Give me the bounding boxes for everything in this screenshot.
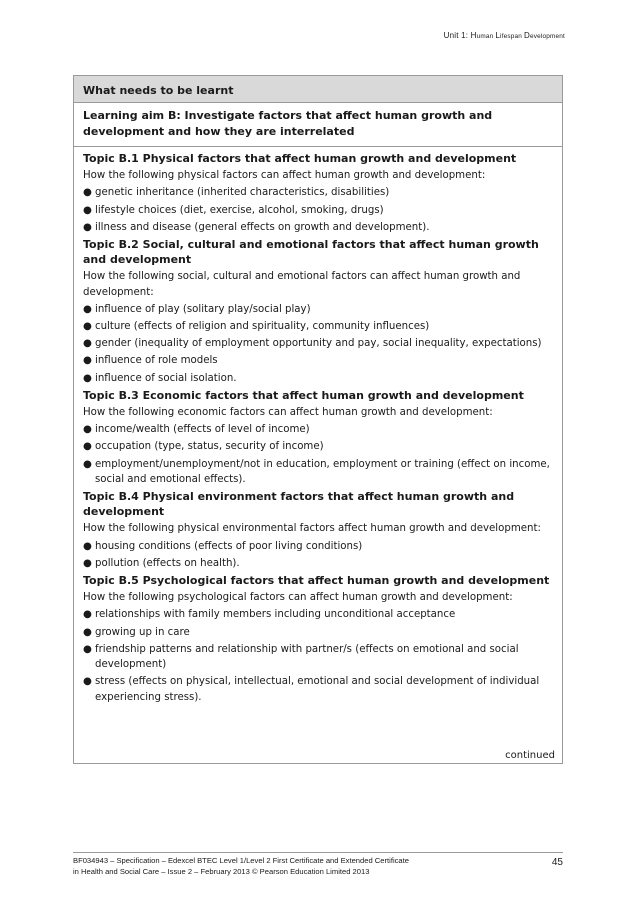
bullet-icon: ● [83,338,92,350]
topic-list [83,422,553,487]
list-item [83,203,553,218]
list-item [83,642,553,672]
list-item-text: occupation (type, status, security of income) [95,441,324,453]
list-item-text: culture (effects of religion and spirituality, community influences) [95,321,430,333]
bullet-icon: ● [83,540,92,552]
topic-list [83,607,553,704]
bullet-icon: ● [83,557,92,569]
topic-list [83,185,553,235]
content-table [73,75,563,764]
topic-title: Topic B.3 Economic factors that affect human growth and development [83,388,524,402]
running-header: Unit 1: Human Lifespan Development [443,31,565,40]
topics-area [74,147,562,705]
bullet-icon: ● [83,372,92,384]
bullet-icon: ● [83,303,92,315]
bullet-icon: ● [83,643,92,655]
list-item-text: friendship patterns and relationship with partner/s (effects on emotional and social development) [95,643,519,671]
bullet-icon: ● [83,221,92,233]
topic-title: Topic B.2 Social, cultural and emotional factors that affect human growth and development [83,238,539,267]
footer-line-2: in Health and Social Care – Issue 2 – February 2013 © Pearson Education Limited 2013 [73,866,370,876]
list-item [83,607,553,622]
list-item [83,539,553,554]
topic-title: Topic B.1 Physical factors that affect human growth and development [83,152,517,165]
bullet-icon: ● [83,187,92,199]
topic-title: Topic B.5 Psychological factors that affect human growth and development [83,574,550,588]
list-item [83,625,553,640]
list-item [83,336,553,351]
list-item [83,674,553,704]
bullet-icon: ● [83,204,92,216]
list-item-text: genetic inheritance (inherited characteristics, disabilities) [95,187,390,199]
bullet-icon: ● [83,626,92,638]
list-item [83,457,553,487]
bullet-icon: ● [83,458,92,470]
list-item [83,556,553,571]
topic-intro: How the following physical factors can affect human growth and development: [83,170,486,182]
list-item [83,371,553,386]
topic-intro: How the following social, cultural and emotional factors can affect human growth and development: [83,271,521,298]
footer-line-1: BF034943 – Specification – Edexcel BTEC Level 1/Level 2 First Certificate and Extended Certificate [73,856,409,865]
table-heading: What needs to be learnt [74,76,562,103]
topic-intro: How the following psychological factors can affect human growth and development: [83,592,513,604]
list-item-text: growing up in care [95,626,190,638]
list-item-text: stress (effects on physical, intellectual, emotional and social development of individual experiencing stress). [95,676,540,703]
list-item-text: relationships with family members including unconditional acceptance [95,609,456,621]
footer-text [73,856,533,877]
list-item [83,439,553,454]
bullet-icon: ● [83,441,92,453]
list-item-text: lifestyle choices (diet, exercise, alcohol, smoking, drugs) [95,204,384,216]
learning-aim: Learning aim B: Investigate factors that affect human growth and development and how they are interrelated [74,103,562,147]
list-item [83,319,553,334]
topic-list [83,302,553,386]
list-item [83,185,553,200]
topic-title: Topic B.4 Physical environment factors that affect human growth and development [83,490,515,519]
bullet-icon: ● [83,424,92,436]
list-item-text: influence of play (solitary play/social play) [95,303,311,315]
list-item-text: pollution (effects on health). [95,557,240,569]
continued-label: continued [505,750,555,761]
list-item-text: influence of social isolation. [95,372,237,384]
list-item-text: illness and disease (general effects on growth and development). [95,221,430,233]
list-item-text: employment/unemployment/not in education, employment or training (effect on income, social and emotional effects). [95,458,550,485]
list-item [83,422,553,437]
page-number: 45 [551,857,563,868]
bullet-icon: ● [83,676,92,688]
list-item-text: influence of role models [95,355,218,367]
bullet-icon: ● [83,609,92,621]
list-item [83,353,553,368]
list-item-text: income/wealth (effects of level of income) [95,424,310,436]
list-item-text: gender (inequality of employment opportunity and pay, social inequality, expectations) [95,338,542,350]
list-item [83,220,553,235]
topic-intro: How the following economic factors can affect human growth and development: [83,407,493,419]
bullet-icon: ● [83,355,92,367]
footer-divider [73,852,563,853]
list-item-text: housing conditions (effects of poor living conditions) [95,540,363,552]
list-item [83,302,553,317]
topic-intro: How the following physical environmental factors affect human growth and development: [83,523,541,535]
bullet-icon: ● [83,321,92,333]
topic-list [83,539,553,571]
